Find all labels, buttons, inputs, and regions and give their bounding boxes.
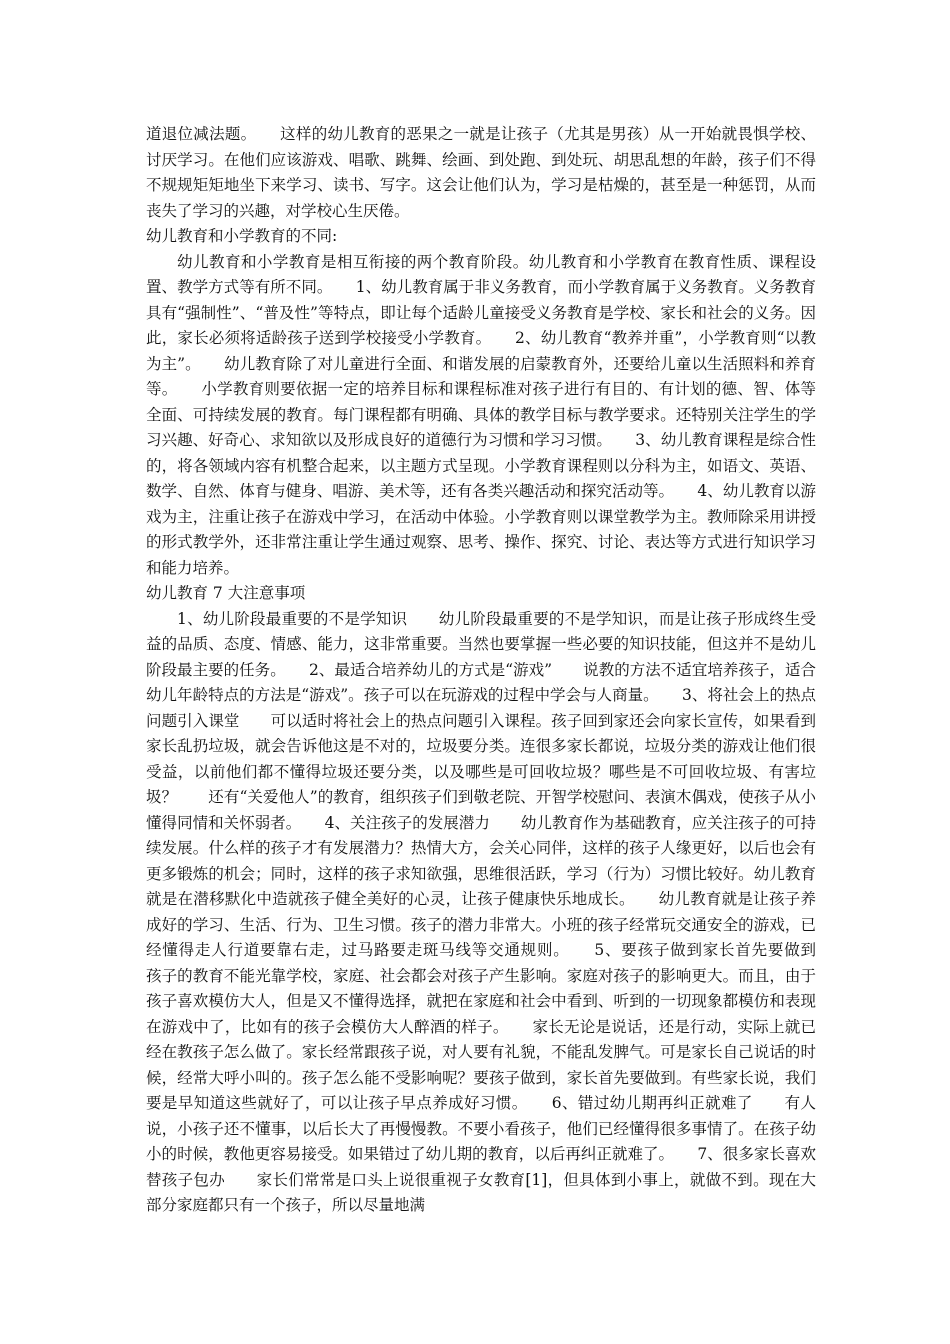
paragraph-seven-notes: 1、幼儿阶段最重要的不是学知识 幼儿阶段最重要的不是学知识，而是让孩子形成终生受益的品质、态度、情感、能力，这非常重要。当然也要掌握一些必要的知识技能，但这并不是幼儿阶段最主要的任务。 2、最适合培养幼儿的方式是“游戏” 说教的方法不适宜培养孩子，适合幼儿年龄特点的方法是“游戏”。孩子可以在玩游戏的过程中学会与人商量。 3、将社会上的热点问题引入课堂 可以适时将社会上的热点问题引入课程。孩子回到家还会向家长宣传，如果看到家长乱扔垃圾，就会告诉他这是不对的，垃圾要分类。连很多家长都说，垃圾分类的游戏让他们很受益，以前他们都不懂得垃圾还要分类，以及哪些是可回收垃圾？哪些是不可回收垃圾、有害垃圾？ 还有“关爱他人”的教育，组织孩子们到敬老院、开智学校慰问、表演木偶戏，使孩子从小懂得同情和关怀弱者。 4、关注孩子的发展潜力 幼儿教育作为基础教育，应关注孩子的可持续发展。什么样的孩子才有发展潜力？热情大方，会关心同伴，这样的孩子人缘更好，以后也会有更多锻炼的机会；同时，这样的孩子求知欲强，思维很活跃，学习（行为）习惯比较好。幼儿教育就是在潜移默化中造就孩子健全美好的心灵，让孩子健康快乐地成长。 幼儿教育就是让孩子养成好的学习、生活、行为、卫生习惯。孩子的潜力非常大。小班的孩子经常玩交通安全的游戏，已经懂得走人行道要靠右走，过马路要走斑马线等交通规则。 5、要孩子做到家长首先要做到 孩子的教育不能光靠学校，家庭、社会都会对孩子产生影响。家庭对孩子的影响更大。而且，由于孩子喜欢模仿大人，但是又不懂得选择，就把在家庭和社会中看到、听到的一切现象都模仿和表现在游戏中了，比如有的孩子会模仿大人醉酒的样子。 家长无论是说话，还是行动，实际上就已经在教孩子怎么做了。家长经常跟孩子说，对人要有礼貌，不能乱发脾气。可是家长自己说话的时候，经常大呼小叫的。孩子怎么能不受影响呢？要孩子做到，家长首先要做到。有些家长说，我们要是早知道这些就好了，可以让孩子早点养成好习惯。 6、错过幼儿期再纠正就难了 有人说，小孩子还不懂事，以后长大了再慢慢教。不要小看孩子，他们已经懂得很多事情了。在孩子幼小的时候，教他更容易接受。如果错过了幼儿期的教育，以后再纠正就难了。 7、很多家长喜欢替孩子包办 家长们常常是口头上说很重视子女教育[1]，但具体到小事上，就做不到。现在大部分家庭都只有一个孩子，所以尽量地满 — [146, 609, 848, 1214]
document-body — [146, 122, 848, 1219]
section-heading-seven-notes: 幼儿教育 7 大注意事项 — [146, 584, 306, 602]
paragraph-continuation: 道退位减法题。 这样的幼儿教育的恶果之一就是让孩子（尤其是男孩）从一开始就畏惧学校、讨厌学习。在他们应该游戏、唱歌、跳舞、绘画、到处跑、到处玩、胡思乱想的年龄，孩子们不得不规规矩矩地坐下来学习、读书、写字。这会让他们认为，学习是枯燥的，甚至是一种惩罚，从而丧失了学习的兴趣，对学校心生厌倦。 — [146, 125, 816, 220]
paragraph-differences: 幼儿教育和小学教育是相互衔接的两个教育阶段。幼儿教育和小学教育在教育性质、课程设置、教学方式等有所不同。 1、幼儿教育属于非义务教育，而小学教育属于义务教育。义务教育具有“强制性”、“普及性”等特点，即让每个适龄儿童接受义务教育是学校、家长和社会的义务。因此，家长必须将适龄孩子送到学校接受小学教育。 2、幼儿教育“教养并重”，小学教育则“以教为主”。 幼儿教育除了对儿童进行全面、和谐发展的启蒙教育外，还要给儿童以生活照料和养育等。 小学教育则要依据一定的培养目标和课程标准对孩子进行有目的、有计划的德、智、体等全面、可持续发展的教育。每门课程都有明确、具体的教学目标与教学要求。还特别关注学生的学习兴趣、好奇心、求知欲以及形成良好的道德行为习惯和学习习惯。 3、幼儿教育课程是综合性的，将各领域内容有机整合起来，以主题方式呈现。小学教育课程则以分科为主，如语文、英语、数学、自然、体育与健身、唱游、美术等，还有各类兴趣活动和探究活动等。 4、幼儿教育以游戏为主，注重让孩子在游戏中学习，在活动中体验。小学教育则以课堂教学为主。教师除采用讲授的形式教学外，还非常注重让学生通过观察、思考、操作、探究、讨论、表达等方式进行知识学习和能力培养。 — [146, 252, 816, 577]
section-heading-differences: 幼儿教育和小学教育的不同: — [146, 227, 338, 245]
